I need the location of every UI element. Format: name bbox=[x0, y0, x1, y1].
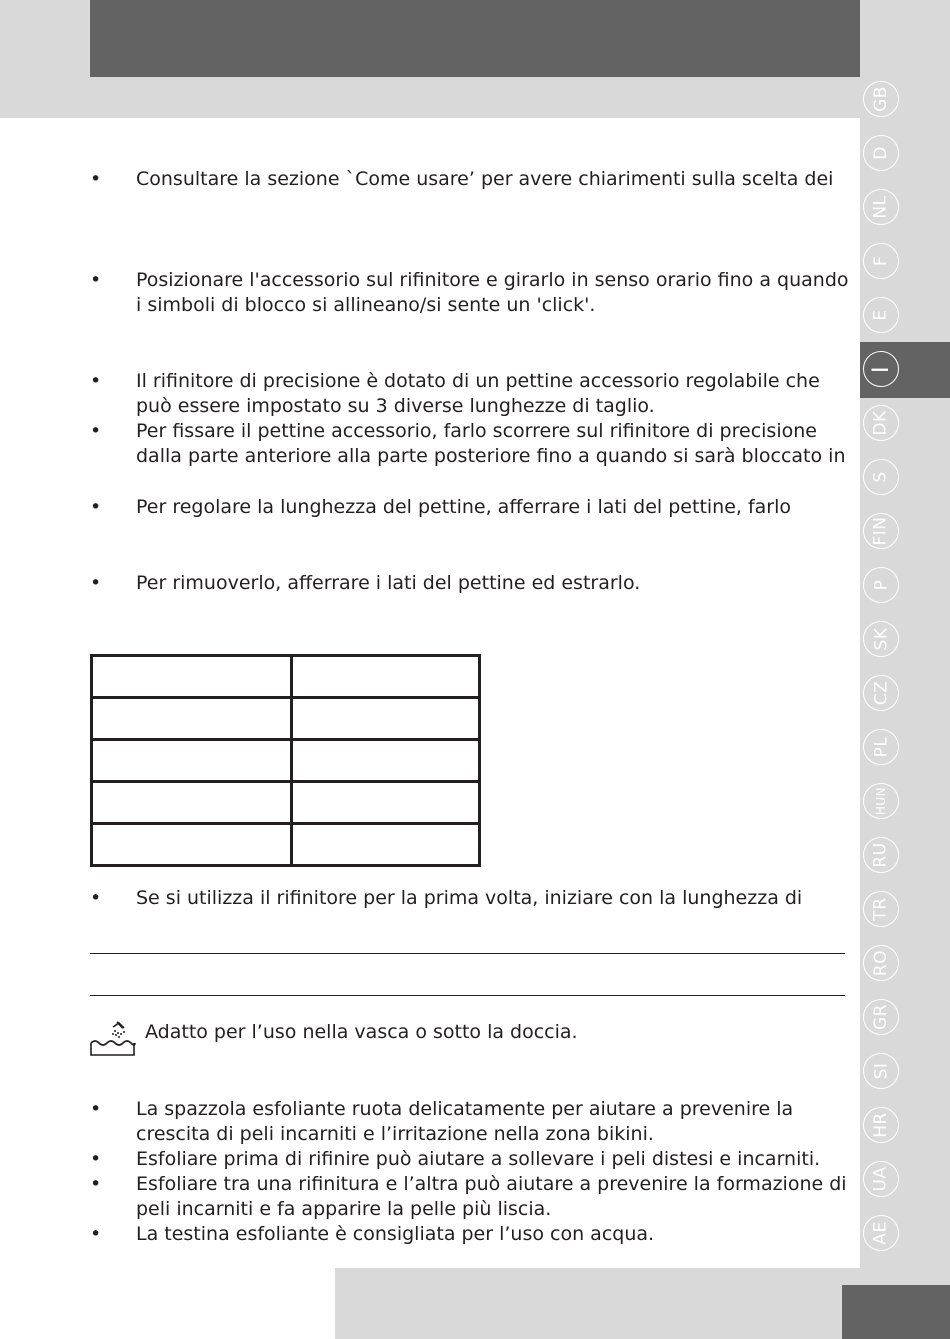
lang-tab-label: NL bbox=[870, 195, 891, 219]
bullet-marker: • bbox=[90, 1098, 102, 1120]
lang-tab-label: HUN bbox=[873, 786, 888, 816]
lang-tab-ru[interactable] bbox=[863, 837, 899, 873]
lang-tab-label: CZ bbox=[871, 680, 891, 706]
bullet-marker: • bbox=[90, 1173, 102, 1195]
lang-tab-i[interactable] bbox=[863, 351, 899, 387]
lang-tab-label: GB bbox=[871, 86, 891, 112]
table-cell bbox=[92, 782, 292, 824]
bullet-marker: • bbox=[90, 420, 102, 442]
bullet-text: Se si utilizza il rifinitore per la prima volta, iniziare con la lunghezza di bbox=[136, 887, 803, 909]
lang-tab-ae[interactable] bbox=[863, 1215, 899, 1251]
lang-tab-si[interactable] bbox=[863, 1053, 899, 1089]
table-cell bbox=[292, 698, 480, 740]
lang-tab-fin[interactable] bbox=[863, 513, 899, 549]
lang-tab-dk[interactable] bbox=[863, 405, 899, 441]
table-cell bbox=[92, 824, 292, 866]
lang-tab-label: GR bbox=[871, 1004, 891, 1030]
lang-tab-hr[interactable] bbox=[863, 1107, 899, 1143]
lang-tab-gb[interactable] bbox=[863, 81, 899, 117]
table-cell bbox=[92, 656, 292, 698]
lang-tab-e[interactable] bbox=[863, 297, 899, 333]
lang-tab-tr[interactable] bbox=[863, 891, 899, 927]
table-cell bbox=[92, 698, 292, 740]
lang-tab-ro[interactable] bbox=[863, 945, 899, 981]
bullet-marker: • bbox=[90, 572, 102, 594]
bullet-marker: • bbox=[90, 887, 102, 909]
bullet-text: Per regolare la lunghezza del pettine, afferrare i lati del pettine, farlo bbox=[136, 496, 792, 518]
lang-tab-sk[interactable] bbox=[863, 621, 899, 657]
bullet-text: Il rifinitore di precisione è dotato di un pettine accessorio regolabile che può essere impostato su 3 diverse lunghezze di taglio. bbox=[136, 370, 820, 417]
page-number-box bbox=[842, 1285, 950, 1339]
bullet-marker: • bbox=[90, 370, 102, 392]
bullet-text: La spazzola esfoliante ruota delicatamente per aiutare a prevenire la crescita di peli incarniti e l’irritazione nella zona bikini. bbox=[136, 1098, 794, 1145]
divider bbox=[90, 995, 845, 996]
lang-tab-label: AE bbox=[871, 1221, 891, 1245]
lang-tab-hun[interactable] bbox=[863, 783, 899, 819]
bullet-marker: • bbox=[90, 496, 102, 518]
bullet-text: Consultare la sezione `Come usare’ per avere chiarimenti sulla scelta dei bbox=[136, 168, 834, 190]
bullet-text: Esfoliare tra una rifinitura e l’altra può aiutare a prevenire la formazione di peli incarniti e fa apparire la pelle più liscia. bbox=[136, 1173, 847, 1220]
table-row bbox=[92, 740, 480, 782]
lang-tab-f[interactable] bbox=[863, 243, 899, 279]
cutting-length-table bbox=[90, 654, 481, 867]
wet-use-note: Adatto per l’uso nella vasca o sotto la doccia. bbox=[145, 1021, 578, 1043]
lang-tab-label: P bbox=[870, 579, 891, 591]
lang-tab-ua[interactable] bbox=[863, 1161, 899, 1197]
lang-tab-label: F bbox=[871, 255, 891, 267]
bullet-marker: • bbox=[90, 1148, 102, 1170]
bullet-marker: • bbox=[90, 269, 102, 291]
bath-shower-icon bbox=[89, 1019, 137, 1059]
lang-tab-label: DK bbox=[871, 410, 891, 436]
lang-tab-label: HR bbox=[870, 1112, 891, 1138]
lang-tab-label: RO bbox=[870, 949, 891, 977]
lang-tab-p[interactable] bbox=[863, 567, 899, 603]
bullet-text: Per rimuoverlo, afferrare i lati del pettine ed estrarlo. bbox=[136, 572, 641, 594]
bullet-text: Esfoliare prima di rifinire può aiutare a sollevare i peli distesi e incarniti. bbox=[136, 1148, 821, 1170]
lang-tab-label: FIN bbox=[870, 516, 891, 546]
lang-tab-label: UA bbox=[870, 1166, 891, 1192]
header-bar bbox=[90, 0, 860, 77]
lang-tab-pl[interactable] bbox=[863, 729, 899, 765]
lang-tab-d[interactable] bbox=[863, 135, 899, 171]
table-cell bbox=[292, 656, 480, 698]
lang-tab-label: RU bbox=[870, 842, 891, 868]
lang-tab-gr[interactable] bbox=[863, 999, 899, 1035]
table-cell bbox=[292, 782, 480, 824]
lang-tab-cz[interactable] bbox=[863, 675, 899, 711]
table-row bbox=[92, 656, 480, 698]
table-cell bbox=[92, 740, 292, 782]
lang-tab-label: SK bbox=[870, 627, 891, 651]
table-cell bbox=[292, 740, 480, 782]
lang-tab-label: D bbox=[871, 146, 891, 160]
table-row bbox=[92, 824, 480, 866]
bullet-text: Posizionare l'accessorio sul rifinitore e girarlo in senso orario fino a quando i simboli di blocco si allineano/si sente un 'click'. bbox=[136, 269, 849, 316]
footer-band bbox=[335, 1268, 860, 1339]
lang-tab-label: I bbox=[868, 365, 894, 373]
bullet-text: Per fissare il pettine accessorio, farlo scorrere sul rifinitore di precisione dalla parte anteriore alla parte posteriore fino a quando si sarà bloccato in bbox=[136, 420, 846, 467]
lang-tab-label: E bbox=[871, 309, 891, 321]
table-row bbox=[92, 782, 480, 824]
lang-tab-nl[interactable] bbox=[863, 189, 899, 225]
lang-tab-label: S bbox=[870, 471, 891, 483]
bullet-marker: • bbox=[90, 1223, 102, 1245]
lang-tab-label: SI bbox=[871, 1062, 891, 1080]
divider bbox=[90, 953, 845, 954]
lang-tab-label: PL bbox=[870, 736, 891, 758]
lang-tab-s[interactable] bbox=[863, 459, 899, 495]
table-row bbox=[92, 698, 480, 740]
bullet-text: La testina esfoliante è consigliata per l’uso con acqua. bbox=[136, 1223, 655, 1245]
lang-tab-label: TR bbox=[870, 897, 891, 921]
bullet-marker: • bbox=[90, 168, 102, 190]
table-cell bbox=[292, 824, 480, 866]
